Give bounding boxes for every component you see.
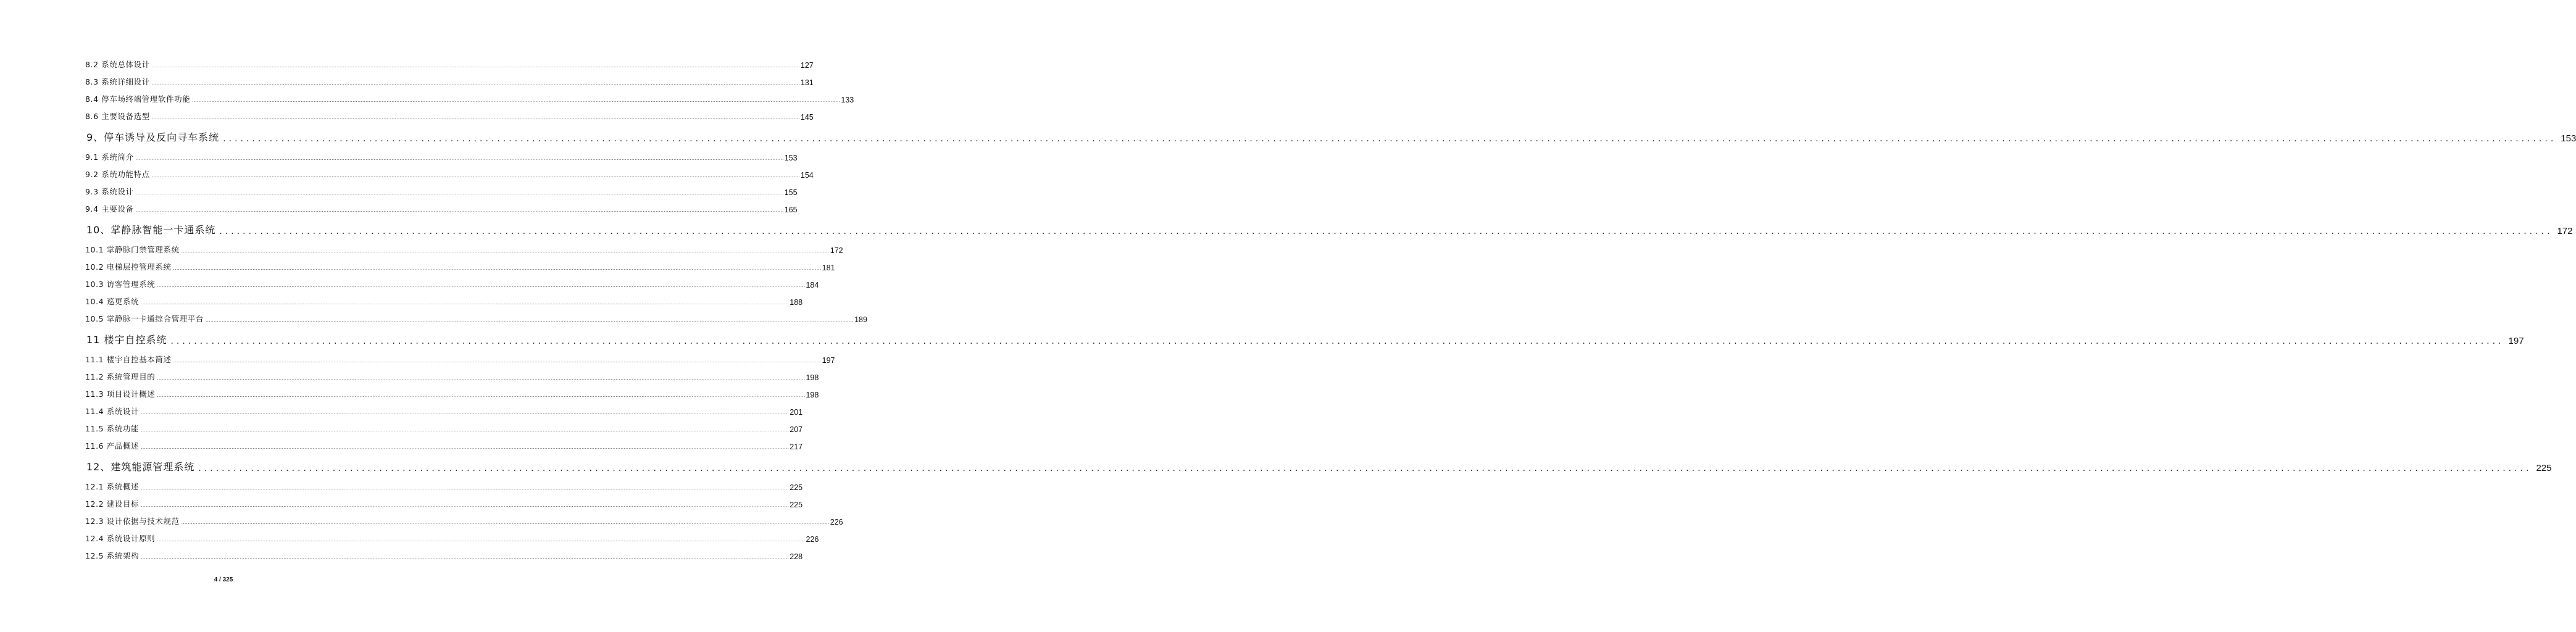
toc-chapter-entry[interactable] bbox=[85, 123, 2576, 146]
page-number-footer: 4 / 325 bbox=[214, 576, 233, 583]
toc-entry-page-number: 127 bbox=[800, 61, 814, 70]
toc-chapter-entry[interactable] bbox=[85, 216, 2573, 238]
toc-section-entry[interactable] bbox=[85, 147, 798, 164]
dot-leader: ................................................................................................................................................................................................................................................................................................................................................................................................................ bbox=[198, 464, 2532, 473]
dot-leader: ................................................................................................................................................................................................................................................................................................................................................................................................................ bbox=[135, 156, 784, 161]
toc-section-entry[interactable] bbox=[85, 181, 798, 199]
toc-entry-page-number: 153 bbox=[2561, 133, 2576, 144]
toc-section-entry[interactable] bbox=[85, 72, 814, 89]
toc-entry-page-number: 197 bbox=[2508, 336, 2524, 346]
toc-entry-page-number: 172 bbox=[830, 246, 843, 255]
dot-leader: ................................................................................................................................................................................................................................................................................................................................................................................................................ bbox=[135, 191, 784, 196]
dot-leader: ................................................................................................................................................................................................................................................................................................................................................................................................................ bbox=[141, 486, 790, 491]
toc-section-entry[interactable] bbox=[85, 199, 798, 216]
dot-leader: ................................................................................................................................................................................................................................................................................................................................................................................................................ bbox=[223, 134, 2557, 144]
toc-entry-title: 9.3 系统设计 bbox=[85, 187, 134, 196]
toc-entry-page-number: 225 bbox=[2536, 463, 2552, 473]
toc-entry-page-number: 155 bbox=[784, 188, 798, 197]
toc-entry-title: 12.3 设计依据与技术规范 bbox=[85, 517, 180, 526]
toc-section-entry[interactable] bbox=[85, 274, 819, 291]
toc-entry-page-number: 189 bbox=[854, 315, 867, 324]
toc-entry-page-number: 153 bbox=[784, 154, 798, 162]
toc-entry-page-number: 165 bbox=[784, 206, 798, 214]
toc-entry-title: 10、掌静脉智能一卡通系统 bbox=[86, 224, 216, 236]
toc-section-entry[interactable] bbox=[85, 89, 854, 106]
toc-section-entry[interactable] bbox=[85, 291, 803, 309]
toc-entry-title: 11.5 系统功能 bbox=[85, 424, 140, 433]
toc-entry-title: 10.5 掌静脉一卡通综合管理平台 bbox=[85, 314, 204, 323]
toc-entry-title: 8.4 停车场终端管理软件功能 bbox=[85, 94, 191, 104]
toc-entry-page-number: 226 bbox=[806, 535, 819, 544]
toc-entry-page-number: 201 bbox=[790, 408, 803, 417]
toc-section-entry[interactable] bbox=[85, 309, 867, 326]
dot-leader: ................................................................................................................................................................................................................................................................................................................................................................................................................ bbox=[206, 318, 854, 323]
toc-entry-title: 8.2 系统总体设计 bbox=[85, 60, 150, 69]
toc-section-entry[interactable] bbox=[85, 349, 835, 367]
toc-entry-page-number: 184 bbox=[806, 281, 819, 289]
dot-leader: ................................................................................................................................................................................................................................................................................................................................................................................................................ bbox=[141, 555, 790, 560]
toc-entry-page-number: 225 bbox=[790, 501, 803, 509]
dot-leader: ................................................................................................................................................................................................................................................................................................................................................................................................................ bbox=[151, 173, 800, 178]
dot-leader: ................................................................................................................................................................................................................................................................................................................................................................................................................ bbox=[157, 376, 806, 381]
toc-entry-page-number: 133 bbox=[841, 96, 854, 104]
dot-leader: ................................................................................................................................................................................................................................................................................................................................................................................................................ bbox=[141, 503, 790, 508]
toc-section-entry[interactable] bbox=[85, 106, 814, 123]
toc-entry-title: 10.4 巡更系统 bbox=[85, 297, 140, 306]
toc-entry-title: 12.4 系统设计原则 bbox=[85, 534, 156, 543]
dot-leader: ................................................................................................................................................................................................................................................................................................................................................................................................................ bbox=[219, 227, 2553, 236]
toc-section-entry[interactable] bbox=[85, 436, 803, 453]
toc-section-entry[interactable] bbox=[85, 164, 814, 181]
toc-entry-title: 8.3 系统详细设计 bbox=[85, 77, 150, 86]
toc-entry-page-number: 217 bbox=[790, 443, 803, 451]
toc-entry-title: 8.6 主要设备选型 bbox=[85, 112, 150, 121]
toc-entry-title: 11.3 项目设计概述 bbox=[85, 389, 156, 399]
dot-leader: ................................................................................................................................................................................................................................................................................................................................................................................................................ bbox=[135, 208, 784, 213]
toc-entry-title: 11.4 系统设计 bbox=[85, 407, 140, 416]
dot-leader: ................................................................................................................................................................................................................................................................................................................................................................................................................ bbox=[157, 538, 806, 543]
toc-entry-page-number: 197 bbox=[822, 356, 835, 365]
toc-entry-title: 12.1 系统概述 bbox=[85, 482, 140, 491]
toc-entry-title: 11 楼宇自控系统 bbox=[86, 334, 167, 346]
toc-entry-page-number: 198 bbox=[806, 373, 819, 382]
dot-leader: ................................................................................................................................................................................................................................................................................................................................................................................................................ bbox=[170, 336, 2504, 346]
toc-section-entry[interactable] bbox=[85, 418, 803, 436]
table-of-contents bbox=[85, 54, 2576, 563]
toc-entry-title: 10.1 掌静脉门禁管理系统 bbox=[85, 245, 180, 254]
toc-section-entry[interactable] bbox=[85, 546, 803, 563]
dot-leader: ................................................................................................................................................................................................................................................................................................................................................................................................................ bbox=[141, 301, 790, 306]
toc-section-entry[interactable] bbox=[85, 528, 819, 546]
toc-section-entry[interactable] bbox=[85, 494, 803, 511]
toc-entry-page-number: 172 bbox=[2557, 226, 2573, 236]
toc-entry-title: 9.4 主要设备 bbox=[85, 204, 134, 214]
toc-section-entry[interactable] bbox=[85, 511, 843, 528]
toc-chapter-entry[interactable] bbox=[85, 326, 2524, 348]
toc-entry-title: 12.2 建设目标 bbox=[85, 499, 140, 509]
toc-section-entry[interactable] bbox=[85, 401, 803, 418]
toc-entry-title: 12.5 系统架构 bbox=[85, 551, 140, 560]
dot-leader: ................................................................................................................................................................................................................................................................................................................................................................................................................ bbox=[151, 115, 800, 120]
toc-entry-page-number: 154 bbox=[800, 171, 814, 180]
dot-leader: ................................................................................................................................................................................................................................................................................................................................................................................................................ bbox=[173, 266, 822, 271]
toc-entry-title: 9.1 系统简介 bbox=[85, 152, 134, 162]
toc-entry-page-number: 131 bbox=[800, 78, 814, 87]
toc-entry-title: 10.2 电梯层控管理系统 bbox=[85, 262, 172, 272]
toc-entry-title: 11.2 系统管理目的 bbox=[85, 372, 156, 381]
toc-entry-page-number: 188 bbox=[790, 298, 803, 307]
toc-entry-page-number: 198 bbox=[806, 391, 819, 399]
toc-section-entry[interactable] bbox=[85, 367, 819, 384]
toc-chapter-entry[interactable] bbox=[85, 453, 2552, 475]
dot-leader: ................................................................................................................................................................................................................................................................................................................................................................................................................ bbox=[181, 249, 830, 254]
dot-leader: ................................................................................................................................................................................................................................................................................................................................................................................................................ bbox=[157, 283, 806, 288]
toc-entry-title: 9、停车诱导及反向寻车系统 bbox=[86, 131, 220, 143]
toc-section-entry[interactable] bbox=[85, 54, 814, 72]
toc-entry-page-number: 228 bbox=[790, 552, 803, 561]
toc-entry-page-number: 225 bbox=[790, 483, 803, 492]
dot-leader: ................................................................................................................................................................................................................................................................................................................................................................................................................ bbox=[192, 98, 841, 103]
toc-entry-title: 12、建筑能源管理系统 bbox=[86, 461, 195, 473]
toc-entry-page-number: 145 bbox=[800, 113, 814, 122]
toc-section-entry[interactable] bbox=[85, 384, 819, 401]
toc-section-entry[interactable] bbox=[85, 257, 835, 274]
toc-entry-title: 9.2 系统功能特点 bbox=[85, 170, 150, 179]
toc-entry-title: 11.6 产品概述 bbox=[85, 441, 140, 451]
toc-entry-page-number: 181 bbox=[822, 264, 835, 272]
dot-leader: ................................................................................................................................................................................................................................................................................................................................................................................................................ bbox=[181, 520, 830, 525]
dot-leader: ................................................................................................................................................................................................................................................................................................................................................................................................................ bbox=[157, 393, 806, 398]
dot-leader: ................................................................................................................................................................................................................................................................................................................................................................................................................ bbox=[141, 428, 790, 433]
toc-entry-title: 11.1 楼宇自控基本简述 bbox=[85, 355, 172, 364]
dot-leader: ................................................................................................................................................................................................................................................................................................................................................................................................................ bbox=[141, 445, 790, 450]
toc-entry-page-number: 207 bbox=[790, 425, 803, 434]
dot-leader: ................................................................................................................................................................................................................................................................................................................................................................................................................ bbox=[141, 410, 790, 415]
dot-leader: ................................................................................................................................................................................................................................................................................................................................................................................................................ bbox=[151, 81, 800, 86]
toc-entry-page-number: 226 bbox=[830, 518, 843, 526]
dot-leader: ................................................................................................................................................................................................................................................................................................................................................................................................................ bbox=[151, 64, 800, 69]
toc-section-entry[interactable] bbox=[85, 239, 843, 257]
toc-entry-title: 10.3 访客管理系统 bbox=[85, 280, 156, 289]
dot-leader: ................................................................................................................................................................................................................................................................................................................................................................................................................ bbox=[173, 359, 822, 364]
toc-section-entry[interactable] bbox=[85, 476, 803, 494]
